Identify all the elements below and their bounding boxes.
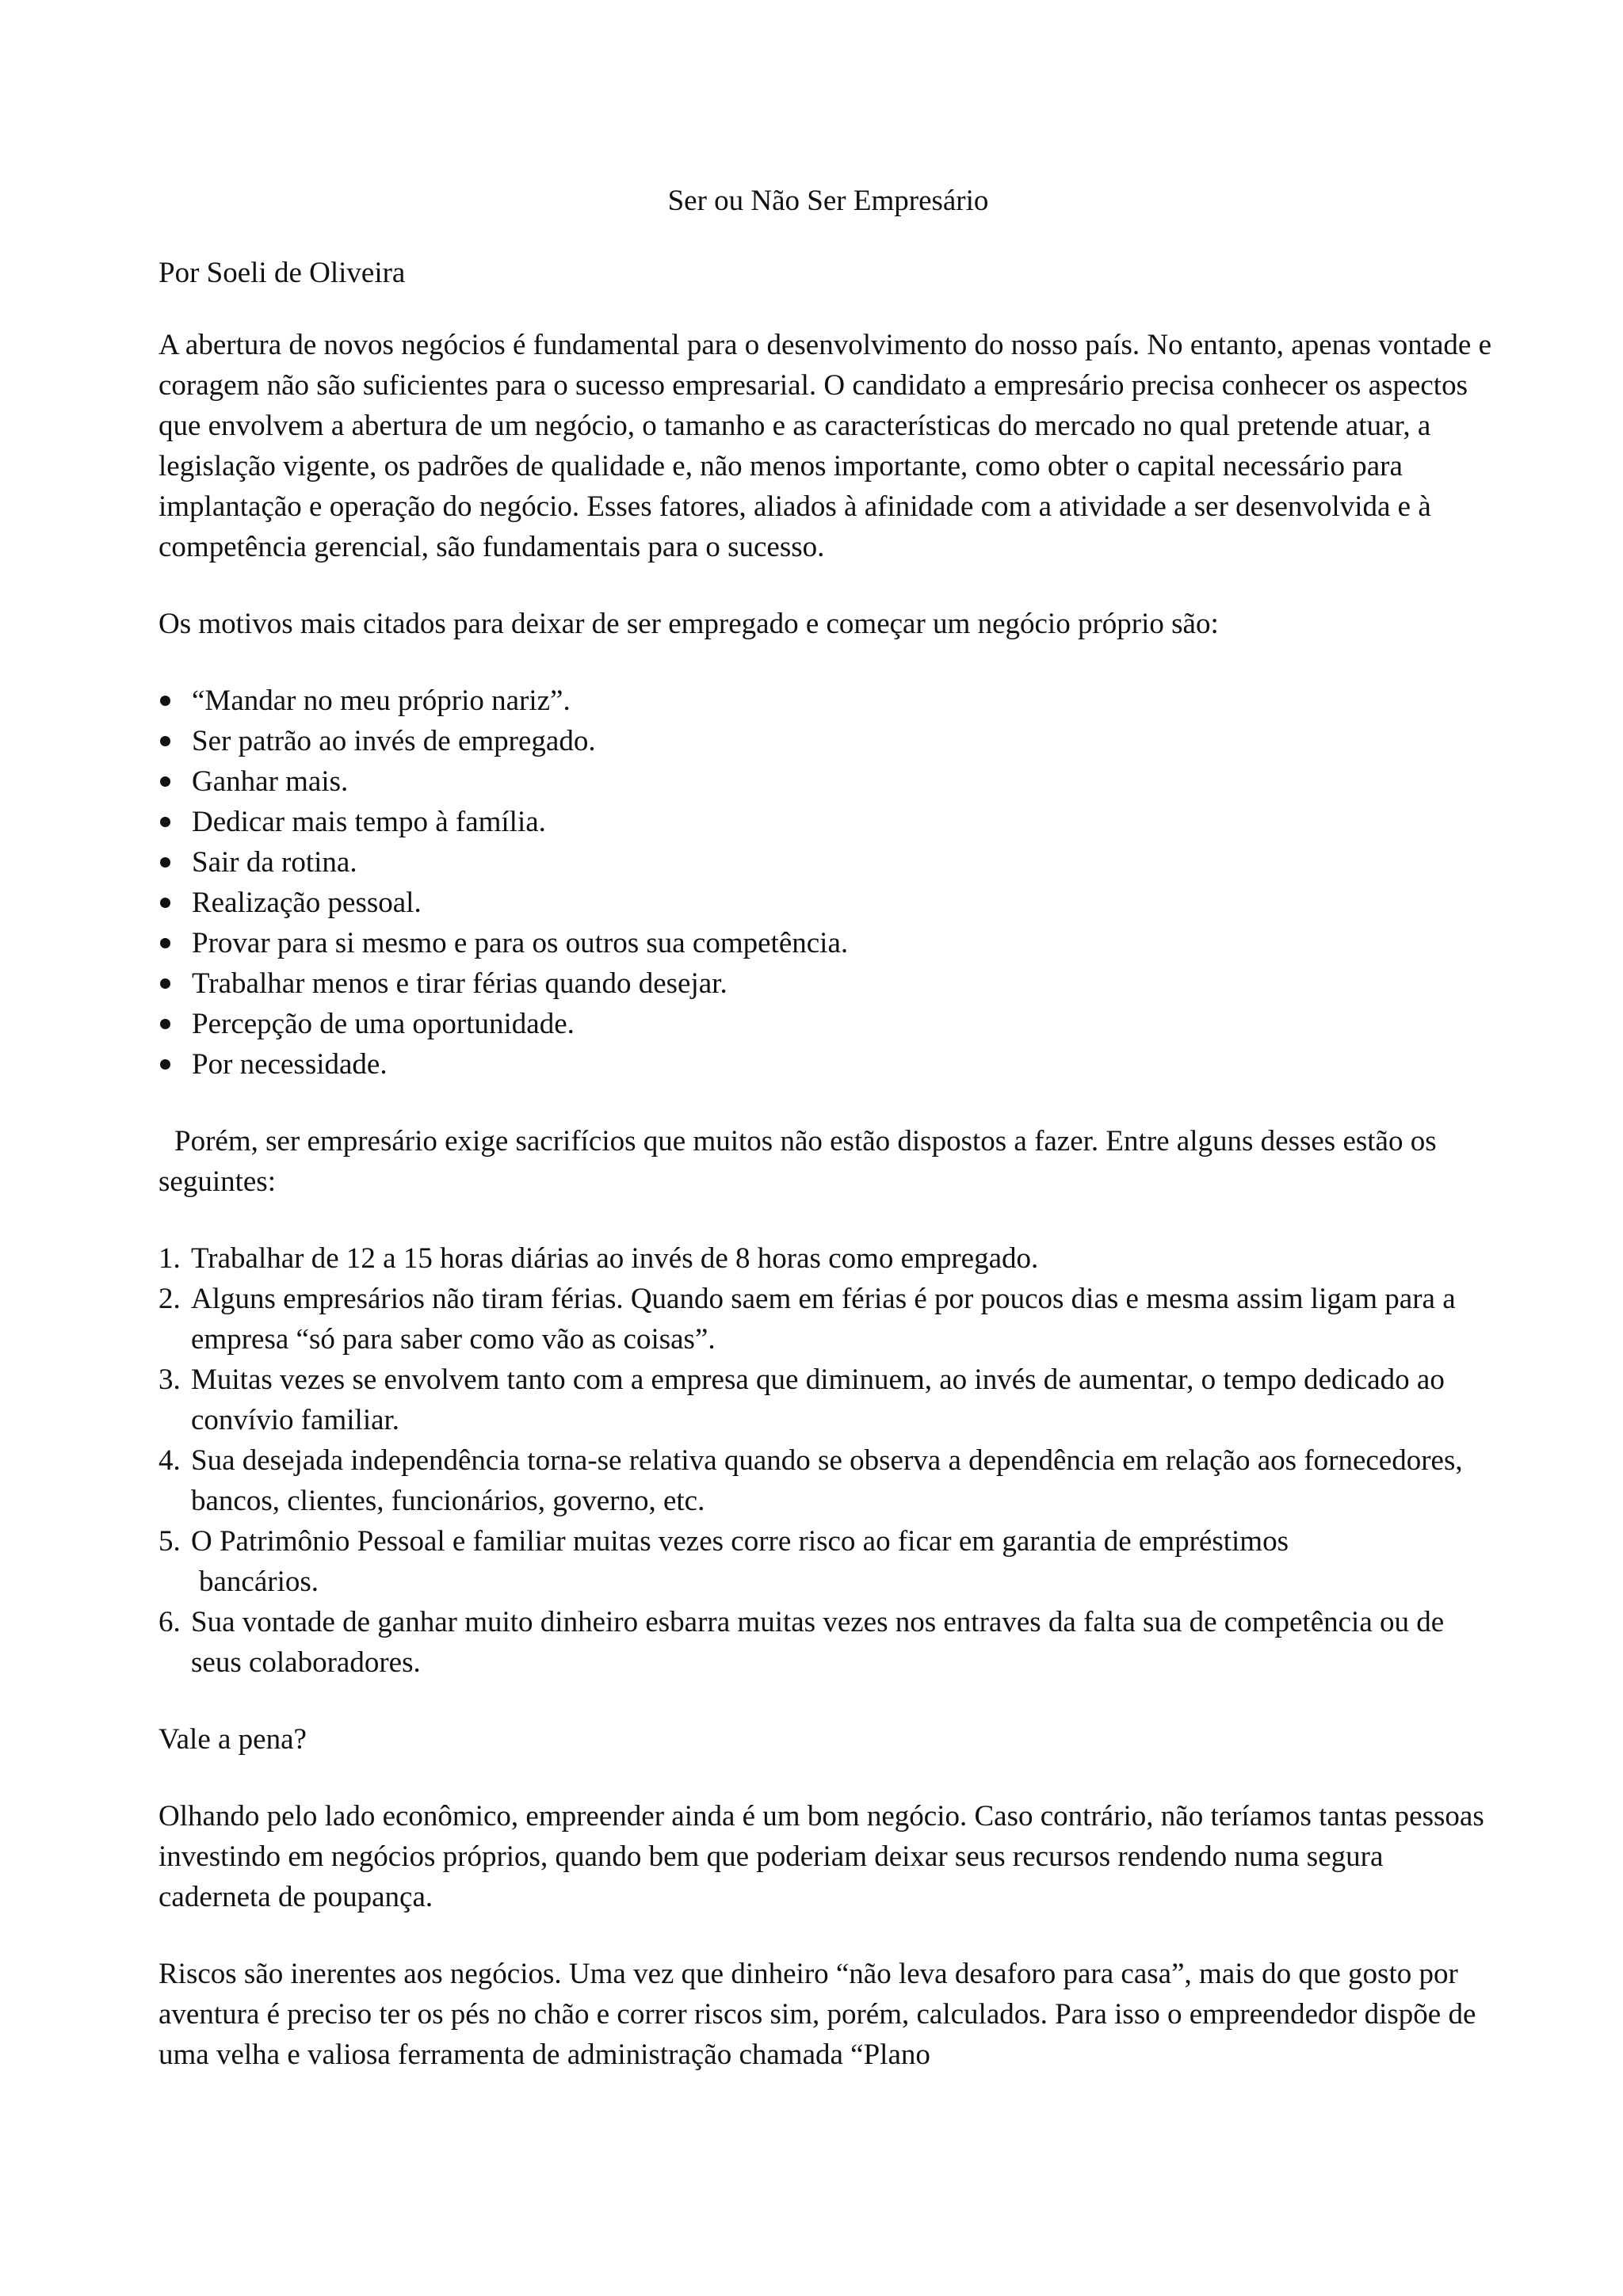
list-item-text: Sua desejada independência torna-se relativa quando se observa a dependência em relação aos fornecedores, bancos, clientes, funcionários, governo, etc.	[191, 1444, 1463, 1517]
list-item	[158, 1044, 1498, 1085]
list-item-text-continued: bancários.	[199, 1566, 319, 1598]
risks-paragraph: Riscos são inerentes aos negócios. Uma vez que dinheiro “não leva desaforo para casa”, mais do que gosto por aventura é preciso ter os pés no chão e correr riscos sim, porém, calculados. Para isso o empreendedor dispõe de uma velha e valiosa ferramenta de administração chamada “Plano	[158, 1958, 1476, 2071]
list-item	[158, 1238, 1498, 1279]
bullet-icon	[160, 1059, 170, 1070]
sacrifices-intro: Porém, ser empresário exige sacrifícios que muitos não estão dispostos a fazer. Entre alguns desses estão os seguintes:	[158, 1125, 1437, 1198]
list-item-text: Sair da rotina.	[192, 846, 357, 879]
list-item-text: Provar para si mesmo e para os outros sua competência.	[192, 927, 849, 959]
list-item	[158, 883, 1498, 923]
list-item-text: Alguns empresários não tiram férias. Quando saem em férias é por poucos dias e mesma assim ligam para a empresa “só para saber como vão as coisas”.	[191, 1283, 1456, 1356]
bullet-icon	[160, 817, 170, 827]
list-item	[158, 963, 1498, 1004]
list-item	[158, 681, 1498, 721]
list-item-text: Ser patrão ao invés de empregado.	[192, 725, 596, 757]
bullet-icon	[160, 736, 170, 746]
list-item	[158, 1360, 1498, 1440]
economic-paragraph: Olhando pelo lado econômico, empreender ainda é um bom negócio. Caso contrário, não teríamos tantas pessoas investindo em negócios próprios, quando bem que poderiam deixar seus recursos rendendo numa segura caderneta de poupança.	[158, 1800, 1484, 1913]
list-item-text: O Patrimônio Pessoal e familiar muitas vezes corre risco ao ficar em garantia de empréstimos	[191, 1525, 1289, 1558]
bullet-icon	[160, 776, 170, 787]
list-item-text: Sua vontade de ganhar muito dinheiro esbarra muitas vezes nos entraves da falta sua de competência ou de seus colaboradores.	[191, 1606, 1445, 1679]
motives-intro: Os motivos mais citados para deixar de ser empregado e começar um negócio próprio são:	[158, 608, 1219, 640]
list-item	[158, 842, 1498, 883]
list-item-text: Trabalhar de 12 a 15 horas diárias ao invés de 8 horas como empregado.	[191, 1242, 1039, 1275]
item-number: 2.	[158, 1283, 181, 1315]
sacrifices-list	[158, 1238, 1498, 1683]
bullet-icon	[160, 1019, 170, 1029]
list-item	[158, 761, 1498, 802]
item-number: 3.	[158, 1363, 181, 1396]
list-item	[158, 923, 1498, 963]
item-number: 6.	[158, 1606, 181, 1638]
list-item-text: Por necessidade.	[192, 1048, 388, 1081]
list-item	[158, 721, 1498, 761]
list-item	[158, 1279, 1498, 1360]
list-item	[158, 1440, 1498, 1521]
list-item-text: Muitas vezes se envolvem tanto com a empresa que diminuem, ao invés de aumentar, o tempo dedicado ao convívio familiar.	[191, 1363, 1445, 1436]
bullet-icon	[160, 696, 170, 706]
list-item-text: Dedicar mais tempo à família.	[192, 806, 546, 838]
list-item-text: “Mandar no meu próprio nariz”.	[192, 685, 571, 717]
list-item	[158, 1004, 1498, 1044]
question-line: Vale a pena?	[158, 1723, 307, 1756]
item-number: 4.	[158, 1444, 181, 1477]
list-item-text: Percepção de uma oportunidade.	[192, 1008, 575, 1040]
author-line: Por Soeli de Oliveira	[158, 257, 406, 289]
document-body	[158, 181, 1498, 2075]
motives-list	[158, 681, 1498, 1085]
bullet-icon	[160, 938, 170, 948]
bullet-icon	[160, 898, 170, 908]
list-item	[158, 1521, 1498, 1602]
intro-paragraph: A abertura de novos negócios é fundamental para o desenvolvimento do nosso país. No entanto, apenas vontade e coragem não são suficientes para o sucesso empresarial. O candidato a empresário precisa conhecer os aspectos que envolvem a abertura de um negócio, o tamanho e as características do mercado no qual pretende atuar, a legislação vigente, os padrões de qualidade e, não menos importante, como obter o capital necessário para implantação e operação do negócio. Esses fatores, aliados à afinidade com a atividade a ser desenvolvida e à competência gerencial, são fundamentais para o sucesso.	[158, 329, 1492, 563]
document-title: Ser ou Não Ser Empresário	[667, 185, 989, 217]
item-number: 5.	[158, 1525, 181, 1558]
list-item-text: Realização pessoal.	[192, 887, 422, 919]
bullet-icon	[160, 978, 170, 989]
list-item	[158, 802, 1498, 842]
bullet-icon	[160, 857, 170, 868]
list-item-text: Trabalhar menos e tirar férias quando desejar.	[192, 967, 727, 1000]
list-item	[158, 1602, 1498, 1683]
item-number: 1.	[158, 1242, 181, 1275]
list-item-text: Ganhar mais.	[192, 765, 349, 798]
